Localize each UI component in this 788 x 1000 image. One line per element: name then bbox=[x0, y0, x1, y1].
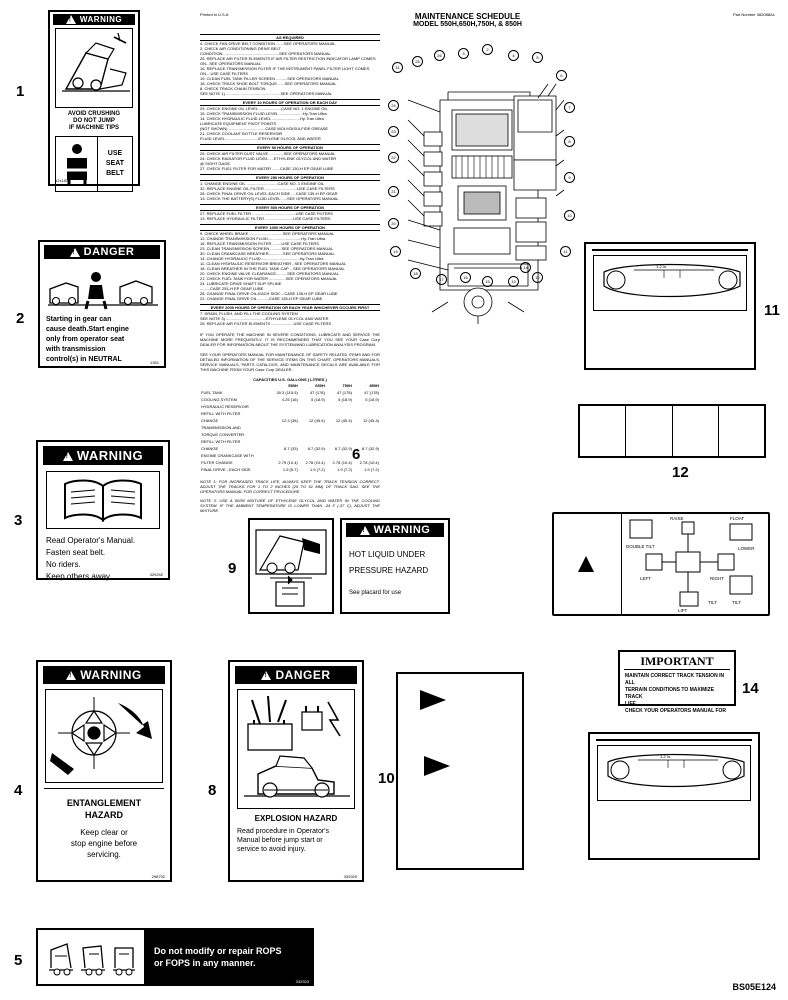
svg-text:DOUBLE TILT: DOUBLE TILT bbox=[626, 544, 655, 549]
decal-4-code: 298792 bbox=[151, 874, 165, 879]
schedule-header bbox=[200, 12, 775, 28]
decal-13-lines: MAINTAIN CORRECT TRACK TENSION IN ALL TERRAIN CONDITIONS TO MAXIMIZE TRACK LIFE. CHECK YOUR OPERATORS MANUAL FOR bbox=[625, 673, 727, 714]
svg-text:LIFT: LIFT bbox=[678, 608, 688, 613]
callout: 15 bbox=[482, 276, 493, 287]
safety-items-note: SEE YOUR OPERATORS MANUAL FOR MAINTENANCE OF SAFETY RELATED ITEMS AND FOR DETAILED INFORMATION OF THE SERVICE ITEMS ON THIS CHART. OPERATORS MANUALS, SERVICE MANUALS, PARTS CATALOGS, AND MAINTENANCE DECALS ARE AVAILABLE FOR THIS MACHINE FROM YOUR Case Corp DEALER. bbox=[200, 352, 380, 372]
printed-in: Printed in U.S.A bbox=[200, 12, 229, 17]
section-heading: EVERY 250 HOURS OF OPERATION bbox=[200, 174, 380, 181]
table-header-row: 550H 650H 750H 850H bbox=[288, 383, 379, 388]
fuse-cell bbox=[719, 406, 764, 456]
callout: 11 bbox=[560, 246, 571, 257]
callout: 8 bbox=[564, 136, 575, 147]
decal-7-body: Read procedure in Operator's Manual before jump start or service to avoid injury. bbox=[237, 828, 329, 853]
decal-index-8: 9 bbox=[228, 560, 237, 577]
fuse-cell bbox=[580, 406, 626, 456]
schedule-text-column bbox=[200, 34, 380, 513]
fuse-cell bbox=[673, 406, 719, 456]
decal-1-code: 12x1806 bbox=[55, 178, 71, 183]
decal-important-track-tension-bottom bbox=[588, 732, 760, 860]
decal-blade-control-pattern bbox=[552, 512, 770, 616]
decal-2-lines: Starting in gear can cause death.Start engine only from operator seat with transmission control(s) in NEUTRAL bbox=[46, 316, 129, 363]
decal-4-body: Keep clear or stop engine before servicing. bbox=[70, 828, 138, 859]
decal-1-lines: AVOID CRUSHING DO NOT JUMP IF MACHINE TIPS bbox=[67, 111, 121, 132]
callout: 3 bbox=[458, 48, 469, 59]
decal-5-line-1: Do not modify or repair ROPS bbox=[154, 946, 282, 956]
svg-text:TILT: TILT bbox=[732, 600, 741, 605]
important-header-14 bbox=[596, 738, 752, 741]
callout: 10 bbox=[564, 210, 575, 221]
severe-conditions-note: IF YOU OPERATE THE MACHINE IN SEVERE CONDITIONS, LUBRICATE AND SERVICE THE MACHINE MORE FREQUENTLY. IT IS RECOMMENDED THAT YOU SEE YOUR Case Corp DEALER FOR INFORMATION ABOUT THE SYSTEM/AND LUBRICATION ANALYSIS PROGRAM. bbox=[200, 332, 380, 347]
callout: 6 bbox=[556, 70, 567, 81]
note-3: NOTE 3: USE A 50/50 MIXTURE OF ETHYLENE GLYCOL AND WATER IN THE COOLING SYSTEM. IF THE AMBIENT TEMPERATURE IS LOWER THAN -34 F (-37 C), ADJUST THE MIXTURE. bbox=[200, 498, 380, 513]
callout: 20 bbox=[388, 218, 399, 229]
decal-danger-neutral-start bbox=[38, 240, 166, 368]
svg-text:1-2 in.: 1-2 in. bbox=[656, 264, 668, 269]
callout: 31 bbox=[392, 62, 403, 73]
decal-warning-read-manual bbox=[36, 440, 170, 580]
section-items: 4. CHECK FAN DRIVE BELT CONDITION .......SEE OPERATORS MANUAL 2. CHECK AIR CONDITIONING DRIVE BELT CONDITION...................................................SEE OPERATORS MANUAL 25. REPLACE AIR FILTER ELEMENTS IF AIR FILTER RESTRICTION INDICATOR LAMP COMES ON...SEE OPERATORS MANUAL 16. REPLACE TRANSMISSION FILTER IF THE INSTRUMENT PANEL FILTER LIGHT COMES ON....USE CASE FILTERS 19. CLEAN FUEL TANK FILLER SCREEN ..........SEE OPERATORS MANUAL 18. CHECK TRACK SHOE BOLT TORQUE ......SEE OPERATORS MANUAL 8. CHECK TRACK CHAIN TENSION SEE NOTE 1) .................................................SEE OPERATORS MANUAL bbox=[200, 41, 376, 96]
warning-header-3: !WARNING bbox=[43, 446, 163, 465]
callout: 21 bbox=[388, 186, 399, 197]
decal-4-title: ENTANGLEMENT HAZARD bbox=[66, 798, 142, 820]
warning-header-8: !WARNING bbox=[346, 523, 444, 537]
blade-control-diagram bbox=[622, 514, 768, 614]
callout: 26 bbox=[434, 50, 445, 61]
callout: 19 bbox=[390, 246, 401, 257]
track-tension-diagram bbox=[594, 256, 750, 308]
warning-triangle-icon bbox=[66, 15, 76, 24]
callout: 23 bbox=[388, 126, 399, 137]
track-tension-diagram bbox=[598, 746, 754, 798]
section-items: 1. CHANGE ENGINE OIL ............................CASE NO. 1 ENGINE OIL 32. REPLACE ENGINE OIL FILTER .............................USE CASE FILTERS 28. CHECK FINAL DRIVE OIL LEVEL-EACH SIDE ....CASE 135-H EP GEAR 13. CHECK THE BATTERY(S) FLUID LEVEL .....SEE OPERATORS MANUAL bbox=[200, 181, 339, 201]
decal-7-code: 332920 bbox=[343, 874, 357, 879]
warning-header-4: !WARNING bbox=[43, 666, 165, 684]
section-items: 9. CHECK WHEEL BRAKE ..............................SEE OPERATORS MANUAL 12. CHANGE TRANSMISSION FLUID..............................Hy-Tran Ultra 16. REPLACE TRANSMISSION FILTER ........USE CASE FILTERS 23. CLEAN TRANSMISSION SCREEN ..........SEE OPERATORS MANUAL 30. CLEAN CRANKCASE BREATHER.............SEE OPERATORS MANUAL 14. CHANGE HYDRAULIC FLUID...................................Hy-Tran Ultra 11. CLEAN HYDRAULIC RESERVOIR BREATHER ..SEE OPERATORS MANUAL 18. CLEAN BREATHER IN THE FUEL TANK CAP ...SEE OPERATORS MANUAL 20. CHECK ENGINE VALVE CLEARANCE..........SEE OPERATORS MANUAL 21. CHECK FUEL TANK FOR WATER ...............SEE OPERATORS MANUAL 24. LUBRICATE DRIVE SHAFT SLIP SPLINE .........CASE 251-H EP GEAR LUBE 28. CHANGE FINAL DRIVE OIL-EACH SIDE ...CASE 135-H EP GEAR LUBE 22. CHANGE FINAL DRIVE OIL ..........CASE 135-H EP GEAR LUBE bbox=[200, 231, 347, 301]
decal-5-code: 332923 bbox=[295, 979, 309, 984]
tipping-machine-illustration bbox=[56, 29, 133, 105]
callout: 14 bbox=[520, 262, 531, 273]
page-model: MODEL 550H,650H,750H, & 850H bbox=[413, 21, 522, 28]
table-row: ENGINE CRANKCASE WITH bbox=[201, 453, 254, 458]
warning-triangle-icon bbox=[66, 671, 76, 680]
section-heading: EVERY 500 HOURS OF OPERATION bbox=[200, 204, 380, 211]
capacities-table bbox=[200, 382, 380, 473]
callout: 13 bbox=[508, 276, 519, 287]
table-row: FUEL TANK 30.3 (115.5) 47 (178) 47 (178) 47 (178) bbox=[201, 390, 379, 395]
section-heading: EVERY 1000 HOURS OF OPERATION bbox=[200, 224, 380, 231]
section-heading: EVERY 2000 HOURS OF OPERATION OR EACH YEAR WHICHEVER OCCURS FIRST bbox=[200, 304, 380, 311]
section-items: 7. DRAIN, FLUSH, AND FILL THE COOLING SYSTEM SEE NOTE 3) ....................................ETHYLENE GLYCOL AND WATER 25. REPLACE AIR FILTER ELEMENTS ....................USE CASE FILTERS bbox=[200, 311, 331, 326]
decal-warning-hot-liquid bbox=[340, 518, 450, 614]
table-row: REFILL WITH FILTER bbox=[201, 411, 241, 416]
case-logo-icon bbox=[577, 555, 595, 573]
decal-index-13: 14 bbox=[742, 680, 759, 697]
callout: 25 bbox=[412, 56, 423, 67]
callout: 5 bbox=[532, 52, 543, 63]
fuse-cell bbox=[626, 406, 672, 456]
svg-text:FLOAT: FLOAT bbox=[730, 516, 745, 521]
page-title: MAINTENANCE SCHEDULE bbox=[414, 12, 521, 21]
svg-text:LOWER: LOWER bbox=[738, 546, 755, 551]
svg-text:LEFT: LEFT bbox=[640, 576, 652, 581]
danger-header-7: !DANGER bbox=[235, 666, 357, 684]
svg-text:TILT: TILT bbox=[708, 600, 717, 605]
decal-index-9: 10 bbox=[378, 770, 395, 787]
decal-5-line-2: or FOPS in any manner. bbox=[154, 958, 256, 968]
table-row: FINAL DRIVE - EACH SIDE 1.5 (5.7) 1.9 (7.2) 1.9 (7.2) 1.9 (7.2) bbox=[201, 467, 379, 472]
decal-index-5: 5 bbox=[14, 952, 23, 969]
decal-7-title: EXPLOSION HAZARD bbox=[254, 814, 338, 823]
svg-text:RIGHT: RIGHT bbox=[710, 576, 724, 581]
table-row: CHANGE 12.3 (38) 12 (45.4) 12 (45.4) 12 (45.4) bbox=[201, 418, 379, 423]
part-number: 382088A1 bbox=[756, 12, 775, 17]
table-row: TRANSMISSION AND bbox=[201, 425, 241, 430]
callout: 12 bbox=[532, 272, 543, 283]
decal-2-code: 1351 bbox=[150, 360, 159, 365]
decal-index-1: 1 bbox=[16, 83, 25, 100]
add-arrow-icon bbox=[422, 754, 452, 778]
warning-triangle-icon bbox=[63, 452, 73, 461]
note-1: NOTE 1: FOR INCREASED TRACK LIFE, ALWAYS KEEP THE TRACK TENSION CORRECT. ADJUST THE TRACKS FOR 1 TO 2 INCHES (25 TO 51 MM) OF TRACK SAG. SEE THE OPERATORS MANUAL FOR CORRECT PROCEDURE. bbox=[200, 479, 380, 494]
decal-attention-transmission-oil bbox=[618, 650, 736, 714]
decal-danger-explosion bbox=[228, 660, 364, 882]
section-items: 29. CHECK ENGINE OIL LEVEL ....................CASE NO. 1 ENGINE OIL 15. CHECK TRANSMISSION FLUID LEVEL .....................Hy-Tran Ultra 14. CHECK HYDRAULIC FLUID LEVEL .........................Hy-Tran Ultra LUBRICATE EQUIPMENT PIVOT POINTS (NOT SHOWN) .................................CASE MOLY/DISULFIDE GREASE 21. CHECK COOLANT BOTTLE RESERVOIR FLUID LEVEL .............................ETHYLENE GLYCOL AND WATER bbox=[200, 106, 329, 141]
table-row: TORQUE CONVERTER bbox=[201, 432, 245, 437]
callout: 18 bbox=[410, 268, 421, 279]
section-heading: EVERY 50 HOURS OF OPERATION bbox=[200, 144, 380, 151]
diagram-callouts bbox=[386, 40, 576, 330]
callout: 24 bbox=[388, 100, 399, 111]
decal-coolant-temp-range bbox=[396, 672, 524, 870]
capacities-title: CAPACITIES U.S. GALLONS ( LITRES ) bbox=[253, 377, 327, 382]
svg-text:RAISE: RAISE bbox=[670, 516, 684, 521]
decal-index-7: 8 bbox=[208, 782, 217, 799]
decal-index-3: 3 bbox=[14, 512, 23, 529]
decal-index-10: 11 bbox=[764, 302, 780, 319]
table-row: REFILL WITH FILTER bbox=[201, 439, 241, 444]
section-items: 27. REPLACE FUEL FILTER .......................................USE CASE FILTERS 13. REPLACE HYDRAULIC FILTER .........................USE CASE FILTERS bbox=[200, 211, 334, 221]
decal-warning-entanglement bbox=[36, 660, 172, 882]
decal-warning-crushing bbox=[48, 10, 140, 186]
rops-illustration bbox=[43, 934, 139, 980]
important-header-10 bbox=[592, 248, 748, 251]
callout: 22 bbox=[388, 152, 399, 163]
section-items: 26. CHECK AIR FILTER DUST VALVE .............SEE OPERATORS MANUAL 24. CHECK RADIATOR FLUID LEVEL ....ETHYLENE GLYCOL AND WATER @ SIGHT GAGE. 27. CHECK FUEL FILTER FOR WATER .......CASE 130-H EP GEAR LUBE bbox=[200, 151, 337, 171]
radiator-cap-hazard-illustration bbox=[250, 520, 332, 612]
full-arrow-icon bbox=[418, 688, 448, 712]
warning-triangle-icon bbox=[261, 671, 271, 680]
callout: 17 bbox=[436, 274, 447, 285]
warning-triangle-icon bbox=[70, 248, 80, 257]
svg-text:1-2 in.: 1-2 in. bbox=[660, 754, 672, 759]
decal-rops-no-modify bbox=[36, 928, 314, 986]
warning-header-1: !WARNING bbox=[53, 14, 135, 25]
decal-8-lines: HOT LIQUID UNDER PRESSURE HAZARD See placard for use bbox=[349, 550, 429, 596]
callout: 16 bbox=[460, 272, 471, 283]
section-heading: AS REQUIRED bbox=[200, 34, 380, 41]
decal-index-11: 12 bbox=[672, 464, 689, 481]
section-heading: EVERY 10 HOURS OF OPERATION OR EACH DAY bbox=[200, 99, 380, 106]
part-number-label: Part Number bbox=[732, 12, 756, 17]
footer-code: BS05E124 bbox=[732, 982, 776, 992]
fan-entanglement-illustration bbox=[48, 693, 160, 779]
callout: 4 bbox=[508, 50, 519, 61]
callout: 7 bbox=[564, 102, 575, 113]
decal-index-2: 2 bbox=[16, 310, 25, 327]
callout: 2 bbox=[482, 44, 493, 55]
decal-fuse-panel bbox=[578, 404, 766, 458]
attention-header: IMPORTANT bbox=[624, 654, 730, 670]
decal-hot-liquid-illustration bbox=[248, 518, 334, 614]
table-row: FILTER CHANGE 2.79 (10.4) 2.78 (10.4) 2.78 (10.4) 2.78 (10.4) bbox=[201, 460, 379, 465]
decal-1-sub: USE SEAT BELT bbox=[97, 137, 132, 191]
jump-start-illustration bbox=[238, 690, 356, 804]
warning-triangle-icon bbox=[360, 526, 370, 535]
table-row: COOLING SYSTEM 4.25 (16) 5 (18.9) 5 (18.9) 5 (18.9) bbox=[201, 397, 379, 402]
table-row: CHANGE 8.7 (33) 8.7 (32.9) 8.7 (32.9) 8.7 (32.9) bbox=[201, 446, 379, 451]
decal-index-4: 4 bbox=[14, 782, 23, 799]
runover-hazard-illustration bbox=[44, 263, 162, 311]
decal-3-lines: Read Operator's Manual. Fasten seat belt. No riders. Keep others away bbox=[46, 536, 136, 581]
danger-header-2: !DANGER bbox=[44, 245, 160, 259]
decal-index-6: 6 bbox=[352, 446, 361, 463]
table-row: HYDRAULIC RESERVOIR bbox=[201, 404, 249, 409]
open-manual-icon bbox=[57, 476, 149, 524]
callout: 9 bbox=[564, 172, 575, 183]
decal-3-code: 329292 bbox=[149, 572, 163, 577]
decal-important-track-tension-top bbox=[584, 242, 756, 370]
